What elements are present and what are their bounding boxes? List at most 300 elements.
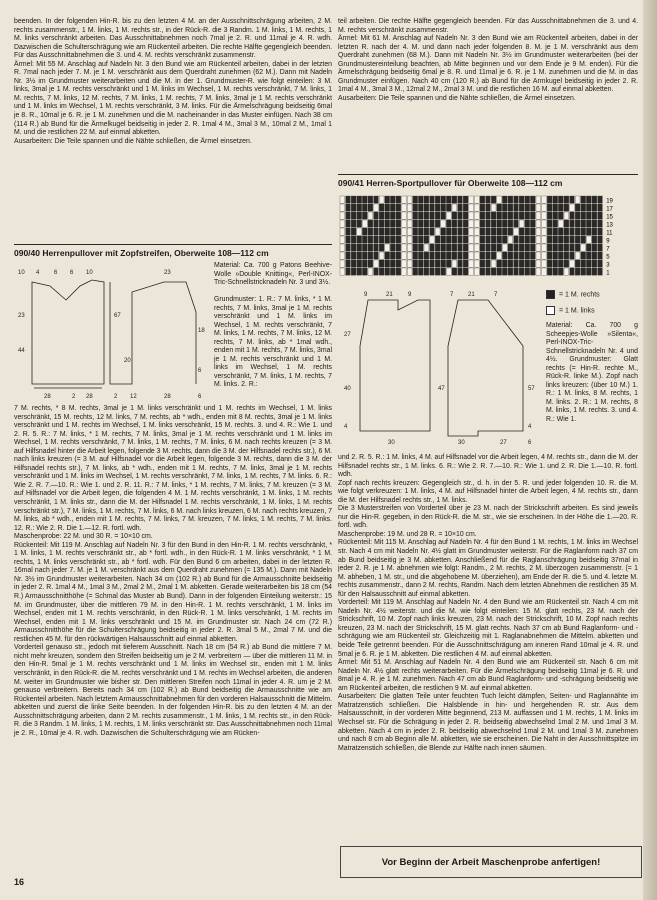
- chart-cell: [396, 244, 401, 251]
- chart-cell: [530, 252, 535, 259]
- chart-cell: [362, 244, 367, 251]
- left-body-text: [14, 405, 332, 738]
- chart-cell: [368, 244, 373, 251]
- legend-knit: [546, 290, 600, 299]
- chart-cell: [581, 220, 586, 227]
- chart-cell: [491, 252, 496, 259]
- chart-cell: [446, 196, 451, 203]
- chart-cell: [374, 268, 379, 275]
- chart-cell: [407, 212, 412, 219]
- chart-cell: [446, 244, 451, 251]
- chart-cell: [536, 228, 541, 235]
- chart-cell: [340, 252, 345, 259]
- chart-cell: [497, 252, 502, 259]
- chart-cell: [480, 236, 485, 243]
- chart-cell: [446, 252, 451, 259]
- right-body-text: [338, 454, 638, 753]
- chart-cell: [547, 268, 552, 275]
- chart-cell: [598, 204, 603, 211]
- chart-cell: [474, 196, 479, 203]
- dim2-top-2: 9: [408, 292, 412, 298]
- chart-cell: [570, 260, 575, 267]
- chart-cell: [586, 204, 591, 211]
- left-intro-p2: Ärmel: Mit 55 M. Anschlag auf Nadeln Nr. 3 den Bund wie am Rückenteil arbeiten, dabei in der letzten R. 7mal nach jeder 7. M. je 1 M. verschränkt aus dem Querdraht zunehmen (62 M.). Dann mit Nadeln Nr. 3½ im Grundmuster weiterarbeiten und die M. in der 1. Grundmuster-R. wie folgt einteilen: 3 M. links, 3mal je 1 M. rechts verschränkt und 1 M. links im Wechsel, 1 M. rechts verschränkt, 7 M. links, 1 M. rechts, 7 M. links, 12 M. rechts, 7 M. links, 1 M. rechts, 7 M. links, 3mal je 1 M. rechts verschränkt und 1 M. links im Wechsel, 1 M. rechts verschränkt, 3 M. links. Für die Ärmelschrägung beidseitig 6mal je 8. R., 10mal je 6. R. je 1 M. zunehmen und die M. nacheinander in das Muster einfügen. Nach 38 cm (114 R.) ab Bund für die Ärmelkugel beidseitig in jeder 2. R. 1mal 4 M., 3mal 3 M., 10mal 2 M., 1mal 1 M. und die restlichen 22 M. auf einmal abketten.: [14, 60, 332, 137]
- chart-cell: [351, 236, 356, 243]
- chart-cell: [424, 244, 429, 251]
- chart-row-label: 17: [606, 206, 613, 213]
- chart-cell: [374, 228, 379, 235]
- chart-cell: [491, 236, 496, 243]
- chart-cell: [390, 196, 395, 203]
- chart-cell: [519, 268, 524, 275]
- chart-cell: [536, 236, 541, 243]
- chart-cell: [575, 204, 580, 211]
- chart-cell: [441, 236, 446, 243]
- chart-cell: [351, 244, 356, 251]
- chart-cell: [469, 220, 474, 227]
- left-intro-p1: beenden. In der folgenden Hin-R. bis zu den letzten 4 M. an der Ausschnittschrägung arbeiten, 2 M. rechts zusammenstr., 1 M. links, 1 M. rechts str., in der Rück-R. die 3 Randm. 1 M. links, 1 M. rechts, 1 M. links verschränkt arbeiten. Das Ausschnittabnehmen noch 7mal je 2. R. und 11mal je 4. R. wdh. Dazwischen die Schulterschrägung wie am Rückenteil arbeiten. Die rechte Hälfte gegengleich beenden. Für das Ausschnittabnehmen die 3. und 4. M. rechts verschränkt zusammenstr.: [14, 18, 332, 60]
- chart-cell: [598, 228, 603, 235]
- chart-cell: [469, 204, 474, 211]
- chart-cell: [396, 204, 401, 211]
- chart-cell: [514, 244, 519, 251]
- chart-cell: [486, 252, 491, 259]
- chart-cell: [502, 212, 507, 219]
- chart-cell: [519, 220, 524, 227]
- chart-row-label: 1: [606, 270, 610, 277]
- chart-cell: [508, 196, 513, 203]
- legend-light-swatch: [546, 306, 555, 315]
- chart-cell: [469, 236, 474, 243]
- chart-cell: [351, 212, 356, 219]
- chart-row-label: 15: [606, 214, 613, 221]
- chart-cell: [525, 268, 530, 275]
- chart-cell: [586, 212, 591, 219]
- chart-cell: [385, 260, 390, 267]
- chart-cell: [379, 236, 384, 243]
- chart-cell: [362, 260, 367, 267]
- chart-cell: [547, 260, 552, 267]
- chart-cell: [446, 204, 451, 211]
- chart-cell: [592, 196, 597, 203]
- chart-cell: [474, 260, 479, 267]
- chart-cell: [413, 268, 418, 275]
- chart-cell: [351, 220, 356, 227]
- chart-cell: [536, 204, 541, 211]
- dim2-top-5: 7: [494, 292, 498, 298]
- chart-cell: [581, 204, 586, 211]
- legend-label-2: = 1 M. links: [559, 307, 595, 315]
- chart-cell: [441, 212, 446, 219]
- chart-cell: [497, 236, 502, 243]
- chart-row-label: 9: [606, 238, 610, 245]
- chart-cell: [435, 228, 440, 235]
- chart-cell: [390, 252, 395, 259]
- chart-cell: [441, 244, 446, 251]
- right-body-p2: Zopf nach rechts kreuzen: Gegengleich str., d. h. in der 5. R. und jeder folgenden 10. R. die M. wie folgt verkreuzen: 1 M. links, 4 M. auf Hilfsnadel hinter die Arbeit legen, 4 M. rechts str., dann die M. der Hilfsnadel rechts str., 1 M. links.: [338, 479, 638, 504]
- chart-cell: [424, 252, 429, 259]
- chart-cell: [390, 204, 395, 211]
- dim-top-0: 10: [18, 270, 25, 276]
- chart-cell: [474, 268, 479, 275]
- chart-cell: [480, 260, 485, 267]
- dim2-bottom-3: 6: [528, 440, 532, 446]
- chart-cell: [362, 252, 367, 259]
- dim-bottom-0: 28: [44, 394, 51, 400]
- chart-cell: [396, 196, 401, 203]
- chart-cell: [357, 196, 362, 203]
- chart-cell: [469, 252, 474, 259]
- chart-cell: [463, 220, 468, 227]
- chart-cell: [452, 236, 457, 243]
- chart-cell: [586, 268, 591, 275]
- dim-top-2: 6: [54, 270, 58, 276]
- dim2-top-4: 21: [468, 292, 475, 298]
- chart-cell: [480, 212, 485, 219]
- chart-cell: [396, 268, 401, 275]
- chart-cell: [542, 236, 547, 243]
- chart-cell: [542, 228, 547, 235]
- chart-cell: [530, 220, 535, 227]
- chart-cell: [553, 260, 558, 267]
- legend-dark-swatch: [546, 290, 555, 299]
- schematic-diagram-090-40: [14, 262, 210, 404]
- chart-cell: [340, 268, 345, 275]
- chart-row-label: 5: [606, 254, 610, 261]
- chart-cell: [502, 228, 507, 235]
- chart-cell: [424, 268, 429, 275]
- chart-cell: [357, 220, 362, 227]
- chart-cell: [390, 228, 395, 235]
- chart-cell: [418, 244, 423, 251]
- chart-cell: [480, 244, 485, 251]
- chart-cell: [586, 220, 591, 227]
- chart-cell: [396, 260, 401, 267]
- chart-cell: [385, 228, 390, 235]
- chart-cell: [564, 268, 569, 275]
- chart-cell: [536, 260, 541, 267]
- chart-cell: [435, 204, 440, 211]
- chart-cell: [553, 252, 558, 259]
- chart-cell: [536, 252, 541, 259]
- chart-cell: [553, 244, 558, 251]
- chart-cell: [480, 204, 485, 211]
- chart-cell: [536, 268, 541, 275]
- chart-cell: [502, 204, 507, 211]
- chart-cell: [463, 196, 468, 203]
- chart-cell: [379, 220, 384, 227]
- chart-cell: [553, 196, 558, 203]
- chart-cell: [340, 228, 345, 235]
- chart-cell: [424, 228, 429, 235]
- chart-cell: [418, 260, 423, 267]
- chart-cell: [446, 220, 451, 227]
- chart-cell: [486, 268, 491, 275]
- chart-cell: [374, 212, 379, 219]
- left-body-p3: Rückenteil: Mit 119 M. Anschlag auf Nadeln Nr. 3 für den Bund in den Hin-R. 1 M. rechts verschränkt, * 1 M. links, 1 M. rechts verschränkt str., ab * fortl. wdh., in den Rück-R. 1 M. links verschränkt, * 1 M. rechts, 1 M. links verschränkt str., ab * fortl. wdh. Für den Bund 6 cm arbeiten, dabei in der letzten R. 16mal nach jeder 7. M. je 1 M. verschränkt aus dem Querdraht zunehmen (= 135 M.). Dann mit Nadeln Nr. 3½ im Grundmuster weiterarbeiten. Nach 34 cm (102 R.) ab Bund für die Armausschnitte beidseitig in jeder 2. R. 1mal 4 M., 1mal 3 M., 2mal 2 M., 2mal 1 M. abketten. Gerade weiterarbeiten bis 18 cm (54 R.) Armausschnitthöhe (= Schmal das Muster ab Bund). Dann in der folgenden Einteilung weiterstr.: 15 M. im Grundmuster, über die mittleren 79 M. in den Hin-R. 1 M. rechts verschränkt, 1 M. links im Wechsel, enden mit 1 M. rechts verschränkt, in den Rück-R. 1 M. links verschränkt, 1 M. rechts im Wechsel, enden mit 1 M. links verschränkt und 15 M. im Grundmuster str. Nach 24 cm (72 R.) Armausschnitthöhe für die Schulterschrägung beidseitig in jeder 2. R. 3mal 5 M., 2mal 7 M. und die restlichen 45 M. für den rückwärtigen Halsausschnitt auf einmal abketten.: [14, 541, 332, 643]
- chart-cell: [458, 260, 463, 267]
- chart-cell: [463, 204, 468, 211]
- divider: [338, 174, 638, 175]
- chart-cell: [519, 204, 524, 211]
- chart-cell: [558, 244, 563, 251]
- chart-row-label: 7: [606, 246, 610, 253]
- chart-cell: [519, 228, 524, 235]
- chart-cell: [430, 228, 435, 235]
- dim-side-3: 20: [124, 358, 131, 364]
- chart-cell: [598, 244, 603, 251]
- chart-cell: [385, 204, 390, 211]
- chart-cell: [424, 236, 429, 243]
- chart-cell: [379, 252, 384, 259]
- chart-cell: [514, 236, 519, 243]
- dim-side-2: 67: [114, 313, 121, 319]
- chart-cell: [497, 196, 502, 203]
- chart-cell: [390, 220, 395, 227]
- chart-cell: [435, 196, 440, 203]
- chart-cell: [435, 244, 440, 251]
- dim-bottom-5: 28: [164, 394, 171, 400]
- chart-cell: [413, 204, 418, 211]
- chart-cell: [362, 204, 367, 211]
- chart-cell: [570, 268, 575, 275]
- right-body-p1: und 2. R. 5. R.: 1 M. links, 4 M. auf Hilfsnadel vor die Arbeit legen, 4 M. rechts str., dann die M. der Hilfsnadel rechts str., 1 M. links. 6. R.: Wie 2. R. 7.—10. R.: Wie 1. und 2. R. Die 1.—10. R. fortl. wdh.: [338, 454, 638, 479]
- right-intro-text: [338, 18, 638, 103]
- chart-cell: [525, 212, 530, 219]
- right-body-p5: Rückenteil: Mit 115 M. Anschlag auf Nadeln Nr. 4 für den Bund 1 M. rechts, 1 M. links im Wechsel str. Nach 4 cm mit Nadeln Nr. 4½ glatt im Grundmuster weiterstr. Für die Raglanform nach 37 cm ab Bund beidseitig je 3 M. abketten. Anschließend für die Raglanschrägung beidseitig 37mal in jeder 2. R. je 1 M. abnehmen wie folgt: Randm., 2 M. rechts, 2 M. überzogen zusammenstr. (= 1 M. abheben, 1 M. str., und die abgehobene M. überziehen), am Ende der R. die 5. und 4. letzte M. rechts zusammenstr., dann 2 M. rechts, Randm. Nach dem letzten Abnehmen die restlichen 35 M. für den Halsausschnitt auf einmal abketten.: [338, 539, 638, 598]
- chart-cell: [474, 204, 479, 211]
- chart-cell: [452, 260, 457, 267]
- chart-cell: [357, 260, 362, 267]
- chart-cell: [396, 212, 401, 219]
- chart-cell: [385, 220, 390, 227]
- right-intro-p2: Ärmel: Mit 61 M. Anschlag auf Nadeln Nr. 3 den Bund wie am Rückenteil arbeiten, dabei in der letzten R. nach der 4. M. und dann nach jeder folgenden 8. M. je 1 M. verschränkt aus dem Querdraht zunehmen (68 M.). Dann mit Nadeln Nr. 3½ im Grundmuster weiterarbeiten (bei der Grundmustereinteilung beachten, ab Mitte beginnen und vor dem Ende je 9 M. enden). Für die Ärmelschrägung beidseitig 6mal je 8. R. und 11mal je 6. R. je 1 M. zunehmen und die M. in das Grundmuster einfügen. Nach 40 cm (120 R.) ab Bund für die Armkugel beidseitig in jeder 2. R. 1mal 4 M., 3mal 3 M., 12mal 2 M., 2mal 3 M. und die restlichen 16 M. auf einmal abketten.: [338, 35, 638, 94]
- chart-cell: [486, 212, 491, 219]
- dim2-side-4: 4: [528, 424, 532, 430]
- chart-cell: [586, 228, 591, 235]
- chart-cell: [519, 212, 524, 219]
- chart-cell: [480, 268, 485, 275]
- chart-cell: [446, 228, 451, 235]
- dim2-bottom-1: 30: [458, 440, 465, 446]
- notice-banner: Vor Beginn der Arbeit Maschenprobe anfertigen!: [340, 846, 642, 878]
- chart-cell: [368, 228, 373, 235]
- chart-cell: [497, 244, 502, 251]
- chart-cell: [508, 244, 513, 251]
- chart-cell: [446, 212, 451, 219]
- chart-cell: [519, 236, 524, 243]
- chart-cell: [402, 268, 407, 275]
- chart-cell: [558, 204, 563, 211]
- chart-cell: [480, 196, 485, 203]
- chart-cell: [581, 212, 586, 219]
- chart-cell: [458, 228, 463, 235]
- chart-cell: [486, 220, 491, 227]
- dim-top-3: 6: [70, 270, 74, 276]
- chart-cell: [458, 252, 463, 259]
- chart-cell: [592, 204, 597, 211]
- chart-cell: [508, 268, 513, 275]
- chart-cell: [346, 204, 351, 211]
- chart-cell: [553, 212, 558, 219]
- heading-090-41: 090/41 Herren-Sportpullover für Oberweite 108—112 cm: [338, 178, 563, 188]
- chart-cell: [340, 244, 345, 251]
- chart-cell: [581, 268, 586, 275]
- chart-cell: [497, 204, 502, 211]
- chart-cell: [547, 236, 552, 243]
- chart-cell: [463, 252, 468, 259]
- chart-cell: [390, 268, 395, 275]
- chart-cell: [491, 220, 496, 227]
- chart-cell: [592, 236, 597, 243]
- chart-cell: [491, 212, 496, 219]
- chart-cell: [530, 196, 535, 203]
- chart-cell: [362, 212, 367, 219]
- chart-cell: [346, 260, 351, 267]
- chart-cell: [598, 212, 603, 219]
- heading-090-40: 090/40 Herrenpullover mit Zopfstreifen, Oberweite 108—112 cm: [14, 248, 269, 258]
- chart-cell: [351, 196, 356, 203]
- chart-row-label: 19: [606, 198, 613, 205]
- chart-cell: [346, 220, 351, 227]
- chart-cell: [402, 212, 407, 219]
- chart-cell: [508, 220, 513, 227]
- chart-cell: [379, 268, 384, 275]
- chart-cell: [413, 252, 418, 259]
- chart-cell: [435, 212, 440, 219]
- chart-cell: [452, 268, 457, 275]
- left-body-p4: Vorderteil genauso str., jedoch mit tieferem Ausschnitt. Nach 18 cm (54 R.) ab Bund die mittlere 7 M. nicht mehr kreuzen, sondern den Streifen beidseitig um je 2 M. verbreitern — über die mittleren 11 M. in den Hin-R. 5mal je 1 M. rechts verschränkt und 1 M. links im Wechsel str., enden mit 1 M. links verschränkt, in den Rück-R. die M. rechts verschränkt und 1 M. rechts im Wechsel arbeiten, die anderen M. weiter im Grundmuster wie bisher str. Den mittleren Streifen noch 11mal in jeder 4. R. um je 2 M. genauso verbreitern. Bereits nach 34 cm (102 R.) ab Bund beidseitig die Armausschnitte wie am Rückenteil arbeiten. Nach letztem Armausschnittabnehmen für den vorderen Halsausschnitt die Mittelm. abketten und zuerst die linke Seite beenden. In der folgenden Hin-R. bis zu den letzten 4 M. an der Ausschnittschrägung arbeiten, dann 2 M. rechts zusammenstr., 1 M. links, 1 M. rechts str., in den Rück-R. die 3 Randm. 1 M. links, 1 M. rechts, 1 M. links verschränkt str. Das Ausschnittabnehmen noch 11mal je 2. R., 10mal je 4. R. wdh. Dazwischen die Schulterschrägung wie am Rücken-: [14, 644, 332, 737]
- chart-cell: [362, 236, 367, 243]
- chart-cell: [542, 196, 547, 203]
- chart-cell: [430, 204, 435, 211]
- chart-cell: [357, 228, 362, 235]
- chart-cell: [564, 252, 569, 259]
- chart-cell: [452, 220, 457, 227]
- chart-cell: [519, 244, 524, 251]
- chart-cell: [374, 260, 379, 267]
- chart-cell: [491, 244, 496, 251]
- chart-cell: [598, 236, 603, 243]
- dim2-bottom-2: 27: [500, 440, 507, 446]
- chart-cell: [553, 228, 558, 235]
- chart-cell: [553, 220, 558, 227]
- chart-cell: [575, 196, 580, 203]
- chart-cell: [564, 212, 569, 219]
- chart-cell: [530, 212, 535, 219]
- chart-cell: [413, 228, 418, 235]
- grundmuster-090-40: Grundmuster: 1. R.: 7 M. links, * 1 M. rechts, 7 M. links, 3mal je 1 M. rechts verschränkt und 1 M. links im Wechsel, 1 M. rechts verschränkt, 7 M. links, 1 M. rechts, 7 M. links, 12 M. rechts, 7 M. links, ab * 1mal wdh., enden mit 1 M. rechts, 7 M. links, 3mal je 1 M. rechts verschränkt und 1 M. links im Wechsel, 1 M. rechts verschränkt, 7 M. links, 1 M. rechts, 7 M. links. 2. R.:: [214, 296, 332, 389]
- chart-cell: [362, 196, 367, 203]
- right-body-p4: Maschenprobe: 19 M. und 28 R. = 10×10 cm.: [338, 530, 477, 538]
- chart-cell: [441, 260, 446, 267]
- material-090-41: Material: Ca. 700 g Scheepjes-Wolle »Silenta«, Perl-INOX-Tric-Schnellstricknadeln Nr. 4 und 4½. Grundmuster: Glatt rechts (= Hin-R. rechte M., Rück-R. linke M.). Zopf nach links kreuzen: (über 10 M.) 1. R.: 1 M. links, 8 M. rechts, 1 M. links. 2. R.: 1 M. rechts, 8 M. links, 1 M. rechts. 3. und 4. R.: Wie 1.: [546, 322, 638, 424]
- chart-cell: [418, 212, 423, 219]
- chart-cell: [558, 220, 563, 227]
- chart-cell: [435, 236, 440, 243]
- chart-cell: [396, 228, 401, 235]
- divider: [14, 244, 332, 245]
- chart-cell: [390, 260, 395, 267]
- chart-cell: [547, 228, 552, 235]
- chart-cell: [424, 212, 429, 219]
- chart-cell: [469, 196, 474, 203]
- chart-cell: [564, 236, 569, 243]
- chart-cell: [558, 212, 563, 219]
- chart-cell: [570, 236, 575, 243]
- chart-cell: [368, 268, 373, 275]
- chart-cell: [598, 252, 603, 259]
- chart-cell: [514, 212, 519, 219]
- chart-cell: [542, 260, 547, 267]
- chart-cell: [474, 220, 479, 227]
- chart-cell: [480, 220, 485, 227]
- chart-cell: [519, 252, 524, 259]
- chart-cell: [474, 236, 479, 243]
- chart-cell: [430, 268, 435, 275]
- chart-cell: [502, 236, 507, 243]
- dim2-side-2: 4: [344, 424, 348, 430]
- chart-cell: [558, 228, 563, 235]
- chart-cell: [441, 220, 446, 227]
- chart-cell: [525, 196, 530, 203]
- legend-purl: [546, 306, 595, 315]
- chart-cell: [379, 244, 384, 251]
- chart-cell: [390, 244, 395, 251]
- chart-cell: [430, 196, 435, 203]
- chart-cell: [536, 220, 541, 227]
- chart-row-label: 3: [606, 262, 610, 269]
- chart-cell: [491, 228, 496, 235]
- right-intro-p3: Ausarbeiten: Die Teile spannen und die Nähte schließen, die Ärmel einsetzen.: [338, 94, 576, 102]
- dim2-bottom-0: 30: [388, 440, 395, 446]
- chart-cell: [413, 212, 418, 219]
- left-intro-text: [14, 18, 332, 146]
- chart-cell: [374, 204, 379, 211]
- chart-cell: [581, 260, 586, 267]
- chart-cell: [357, 236, 362, 243]
- chart-cell: [351, 204, 356, 211]
- chart-cell: [469, 260, 474, 267]
- chart-cell: [508, 260, 513, 267]
- chart-cell: [357, 204, 362, 211]
- chart-cell: [424, 196, 429, 203]
- chart-cell: [581, 196, 586, 203]
- chart-cell: [368, 212, 373, 219]
- chart-cell: [564, 244, 569, 251]
- chart-cell: [592, 244, 597, 251]
- chart-cell: [592, 220, 597, 227]
- chart-cell: [368, 220, 373, 227]
- chart-cell: [351, 268, 356, 275]
- chart-cell: [407, 268, 412, 275]
- material-090-40: Material: Ca. 700 g Patons Beehive-Wolle »Double Knitting«, Perl-INOX-Tric-Schnellstricknadeln Nr. 3 und 3½.: [214, 262, 332, 287]
- chart-cell: [598, 196, 603, 203]
- chart-cell: [374, 196, 379, 203]
- chart-cell: [402, 228, 407, 235]
- chart-cell: [570, 244, 575, 251]
- chart-cell: [497, 260, 502, 267]
- chart-cell: [542, 252, 547, 259]
- chart-cell: [502, 244, 507, 251]
- dim-side-4: 18: [198, 328, 205, 334]
- chart-cell: [525, 220, 530, 227]
- chart-cell: [385, 236, 390, 243]
- chart-cell: [474, 252, 479, 259]
- chart-cell: [402, 196, 407, 203]
- chart-cell: [357, 244, 362, 251]
- chart-cell: [592, 228, 597, 235]
